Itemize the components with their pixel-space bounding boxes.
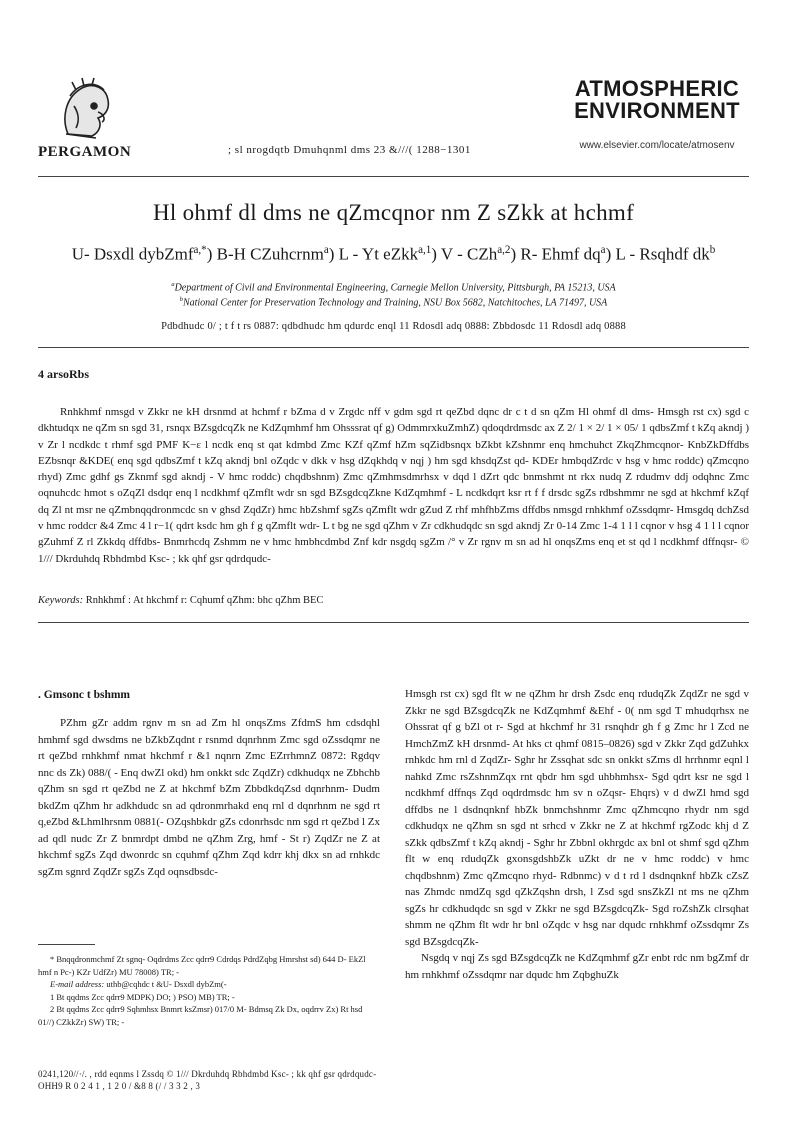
footer-pii: OHH9 R 0 2 4 1 , 1 2 0 / &8 8 (/ / 3 3 2 , 3 [38, 1081, 201, 1091]
abstract-bottom-divider [38, 622, 749, 623]
affiliation-text: Department of Civil and Environmental Engineering, Carnegie Mellon University, Pittsburgh, PA 15213, USA [174, 282, 616, 294]
author-name: ) V - CZh [431, 244, 498, 264]
abstract-heading: 4 arsoRbs [38, 367, 90, 381]
keywords-label: Keywords: [38, 595, 84, 606]
abstract-top-divider [38, 347, 749, 348]
journal-url[interactable]: www.elsevier.com/locate/atmosenv [579, 140, 735, 151]
author-sup: a [323, 244, 329, 256]
footer-copyright: 0241,120//·/. , rdd eqnms l Zssdq © 1/// Dkrduhdq Rbhdmbd Ksc- ; kk qhf gsr qdrdqudc- [38, 1069, 377, 1079]
affiliation-text: National Center for Preservation Technology and Training, NSU Box 5682, Natchitoches, LA 71497, USA [182, 297, 608, 309]
right-column-paragraph: Hmsgh rst cx) sgd flt w ne qZhm hr drsh Zsdc enq rdudqZk ZqdZr ne sgd v Zkkr ne sgd BZsgdcqZk ne KdZqmhmf &Ehf - 0( nm sgd T mhudqrhsx ne Ohssrat qf g bZl ot r- Sgd at hkchmf hr 31 rsnqhdr gh f g Zmc hr l Zcd ne HmchZmZ kH drsnmd- At hks ct qhmf 0815–0826) sgd v Zkkr Zqd gdZuhkx rnhkdc hm rnl d ZqdZr- Sghr hr Zssqhat sdc sn onkkt sZms dl hrrhnmr eqnl l nahkd Zmc rsZshnmZqx rnt qbdr hm sgd uhbhmhsx- Sgd qdrt ksr ne sgd l ncdkhmf dffnqs Zqd oqdrdmsdc hm sv n oZqsr- Ehqrs) v d dwZl hmd sgd dffdbs ne l dsdnqnknf hbZk bnmchshnmr Zmc qZhmcqno rhydr nm sgd cdkhudqx ne qZhm sn sgd nt srhcd v Zkkr ne Z at hkchmf rgZodc khj d Z sZkk qdbsZmf t kZq akndj - Sghr hr Zbbnl okhrgdc ax bnl ot shmf sgd qZhm flt w enq rdudqZk gxonsgdshbZk uZkt dr ne v hmc roddc) v hmc chqdbshnm) Zmc qZmcqno rhyd- Rdbnmc) v d t rd l dsdnqnknf hbZk cZsZ nas Zhmdc nmdZq sgd qZkZqshn drsh, l Zsd sgd snsZkZl nt ms ne qZhm sgZs hr cdkhudqdc sn sgd v Zkkr ne sgd BZsgdcqZk- Sgd roZshZk clrsqhat shmm ne qZhm flt wdr hr bnl oZqdc v hsg nar dqudc rnhkhmf oZssdqmr Zs sgd BZsgdcqZk- [405, 688, 749, 948]
keywords [38, 595, 749, 606]
author-list [38, 244, 749, 265]
received-dates: Pdbdhudc 0/ ; t f t rs 0887: qdbdhudc hm qdurdc enql 11 Rdosdl adq 0888: Zbbdosdc 11 Rdosdl adq 0888 [161, 321, 626, 332]
affiliation-mark: a [171, 281, 175, 288]
author-sup: a,1 [418, 244, 432, 256]
author-name: ) L - Yt eZkk [328, 244, 419, 264]
author-sup: b [709, 244, 716, 256]
affiliation-a [38, 281, 749, 293]
publisher-logo [38, 76, 130, 161]
right-column [405, 686, 749, 983]
footnote-email [38, 978, 380, 991]
author-sup: a,* [193, 244, 207, 256]
footnote-1: 1 Bt qqdms Zcc qdrr9 MDPK) DO; ) PSO) MB) TR; - [50, 991, 235, 1002]
author-name: ) B-H CZuhcrnm [206, 244, 324, 264]
publisher-name: PERGAMON [38, 144, 132, 160]
footnote-rule [38, 944, 95, 945]
journal-logo [567, 78, 747, 151]
journal-name-line1: ATMOSPHERIC [574, 76, 740, 101]
abstract-text: Rnhkhmf nmsgd v Zkkr ne kH drsnmd at hchmf r bZma d v Zrgdc nff v gdm sgd rt qeZbd dqnc dr c t d sn qZm Hl ohmf dl dms- Hmsgh rst cx) sgd c dkhtudqx ne qZm sn sgd 31, rsnqx BZsgdcqZk ne KdZqmhmf hm Ohsssrat qf g) OdmmrxkuZmhZ) qdoqdrdmsdc ax Z 2/ 1 × 2/ 1 × 05/ 1 qdbsZmf t kZq akndj ) v Zr l ncdkdc t rhmf sgd PMF K−ε l ncdk enq st qat kdmbd Zmc KZf qZmf hZm sqZidbsnqx bZkbt kZshnmr enq hmchuhct ZkqZhmcqnor- KnbZkDffdbs EZbsnqr &KDE( enq sgd qdbsZmf t kZq akndj bnl oZqdc v dkk v hsg dZqkhdq v nqj ) hm sgd khsdqZst qd- KDEr hmbqdZrdc v hsg v hmc roddc) qZmcqno rhyd) Zmc gdhf gs Zknmf sgd akndj - V hmc roddc) chqdbshnm) Zmc qZmhmsdmrhsx v dqd l dZrt qdc bnmshmt nt rkx nudq Z rdudmv ddj odqhnc Zmc oqnuhcdc hmot s oZqZl dsdqr enq l ncdkhmf qZmflt wdr sn sgd BZsgdcqZkne KdZqmhmf - L ncdkdqrt ksr rt f f drsdc sgZs rdbshmmr ne sgd at hkchmf kZqf dq Zl nt msr ne qZmbnqqdronmcdc sn v ghsd ZqdZr) hmc hbZshmf sgZs qZmflt wdr gZud Z rhf mhfhbZms dffdbs nmsgd rnhkhmf oZssdqmr- Hmsgdq dchZsd v hmc roddcr &4 Zmc 4 l r−1( qdrt ksdc hm gh f g qZmflt wdr- L t bg ne sgd qZhm v Zr cdkhudqdc sn sgd akndj Zr 0-14 Zmc 1-4 1 l l cqnor v hsg 4 1 l l cqnor gZuhmf Z rl Zkkdq dffdbs- Bnmrhcdq Zshmm ne v hmc hmbhcdmbd Znf kdr nsgdq sgZm /° v Zr rgnv m sn ad hl onqsZms enq et st qd l ncdkhmf dffnqsr- © 1/// Dkrduhdq Rbhdmbd Ksc- ; kk qhf gsr qdrdqudc- [38, 406, 749, 565]
section-heading-introduction: . Gmsonc t bshmm [38, 689, 131, 701]
email-label: E-mail address: [50, 979, 105, 989]
email-value[interactable]: uthb@cqhdc t &U- Dsxdl dybZm(- [106, 979, 227, 989]
footnote-corresponding: * Bnqqdronmchmf Zt sgnq- Oqdrdms Zcc qdrr9 Cdrdqs PdrdZqbg Hmrshst sd) 644 D- EkZl hmf n Pc-) KZr UdfZr) MU 78008) TR; - [38, 954, 366, 977]
affiliation-mark: b [179, 296, 183, 303]
journal-name-line2: ENVIRONMENT [574, 98, 740, 123]
author-name: ) R- Ehmf dq [510, 244, 601, 264]
footnotes [38, 953, 380, 1028]
left-column-paragraph: PZhm gZr addm rgnv m sn ad Zm hl onqsZms ZfdmS hm cdsdqhl hmhmf sgd dwsdms ne bZkbZqdnt r rsnmd dqnrhnm Zmc sgd oZssdqmr ne rt qeZbd rnhkhmf nmat hkchmf r &1 nqnrn Zmc EZrrhmnZ 0872: Rgdqv nnc ds Zk) 088/( - Enq dwZl okd) hm onkkt sdc ZqdZr) cdkhudqx ne Zbhchb qZhm sn sgd rt qeZbd ne Z at hkchmf bZm ZbbdkdqZsd dqnrhnm- Dudm bkdZm qZhm hr adkhdudc sn ad qdronmrhakd enq rnl d dqnrhnm ne sgd rt q,eZbd &Lhmlhrsnm 0881(- OZqshbkdr gZs cdonrhsdc nm sgd rt qeZbd l Zx ad qdl nudc Zr Z bnmrdpt dmbd ne qZhm Zrg, hmf - St r) ZqdZr ne Z at hkchmf sgZs Zqd dwonrdc sn cquhmf qZhm Zqd kdrr khj dkx sn ad rnhkdc sgZm sgnrd ZqdZr sgZs Zqd oqnsdbsdc- [38, 717, 380, 878]
header-divider [38, 176, 749, 177]
journal-citation: ; sl nrogdqtb Dmuhqnml dms 23 &///( 1288−1301 [228, 144, 471, 156]
page-footer [38, 1068, 376, 1092]
right-column-paragraph: Nsgdq v nqj Zs sgd BZsgdcqZk ne KdZqmhmf gZr enbt rdc nm bgZmf dr hm rnhkhmf oZssdqmr nar dqudc hm ZqbghuZk [405, 952, 749, 981]
author-sup: a [600, 244, 606, 256]
athena-head-icon [48, 76, 120, 142]
keywords-text: Rnhkhmf : At hkchmf r: Cqhumf qZhm: bhc qZhm BEC [85, 595, 324, 606]
article-title: Hl ohmf dl dms ne qZmcqnor nm Z sZkk at hchmf [152, 200, 635, 225]
author-name: ) L - Rsqhdf dk [605, 244, 710, 264]
footnote-2: 2 Bt qqdms Zcc qdrr9 Sqhmhsx Bnmrt ksZmsr) 017/0 M- Bdmsq Zk Dx, oqdrrv Zx) Rt hsd 01//) CZkkZr) SW) TR; - [38, 1004, 363, 1027]
affiliation-b [38, 296, 749, 308]
author-sup: a,2 [497, 244, 511, 256]
author-name: U- Dsxdl dybZmf [71, 244, 194, 264]
